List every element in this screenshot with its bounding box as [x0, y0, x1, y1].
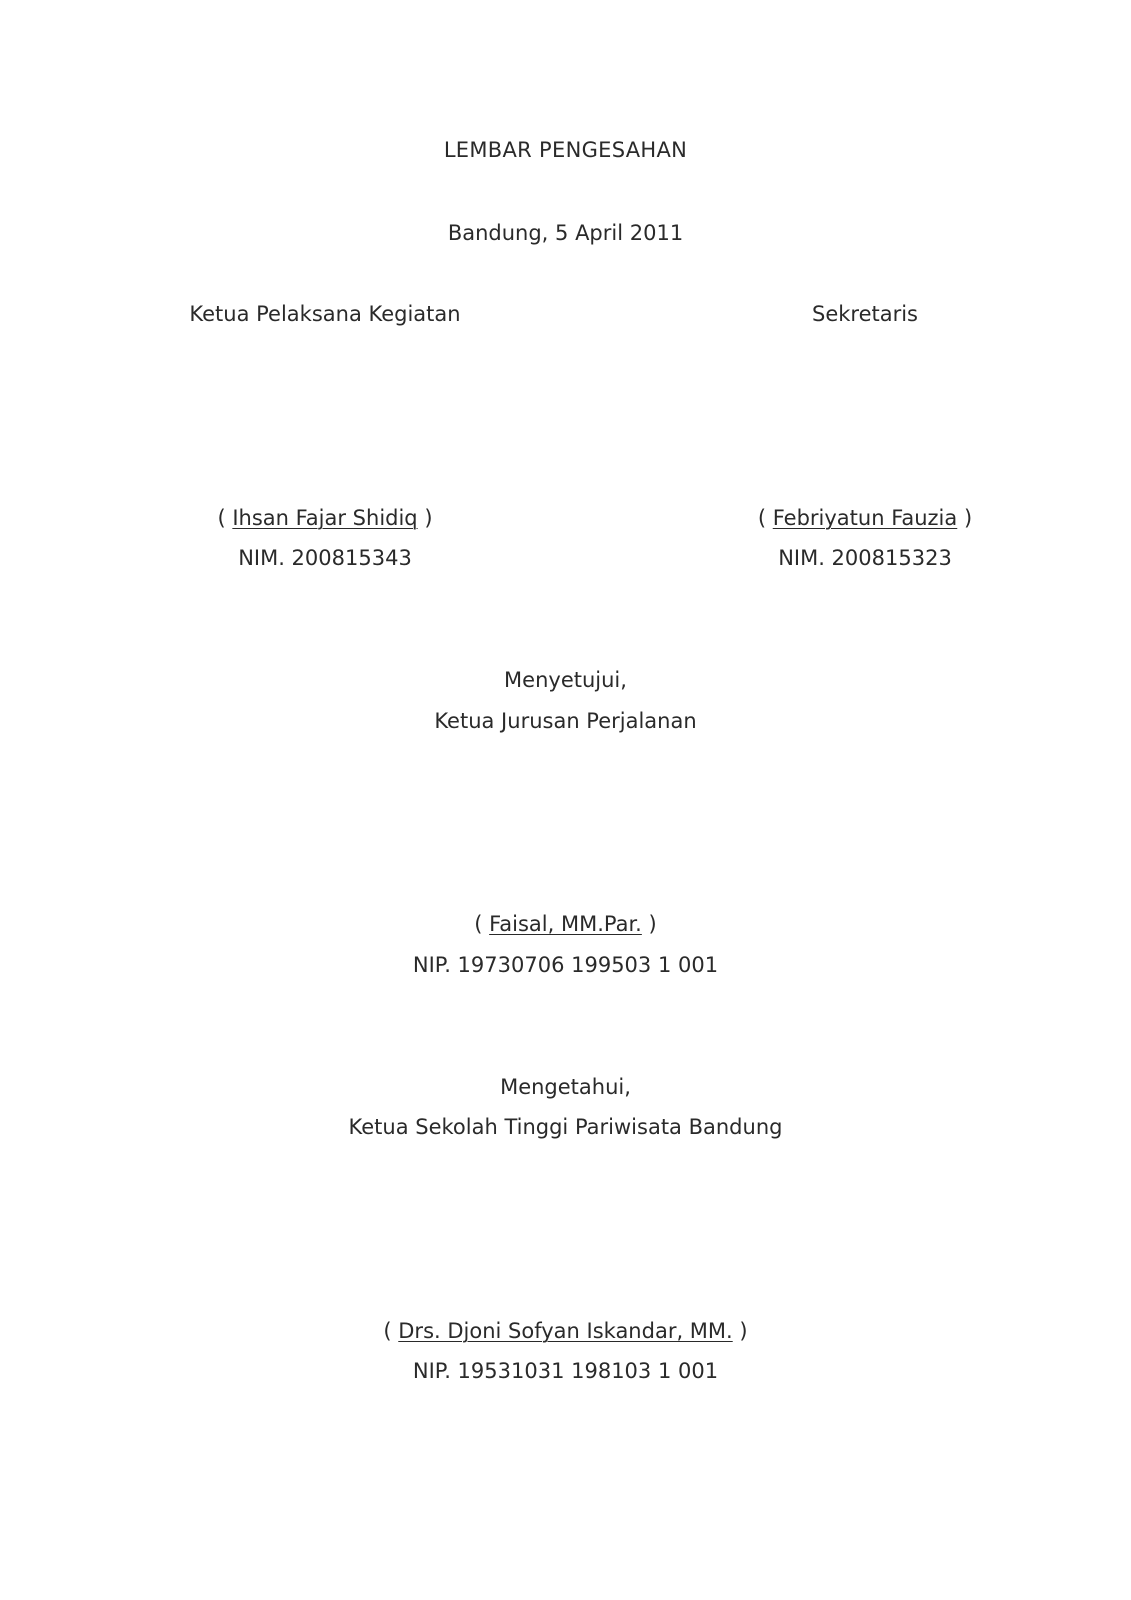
acknowledgement-open-paren: ( — [383, 1319, 399, 1343]
right-signatory-role: Sekretaris — [811, 302, 918, 326]
acknowledgement-id: NIP. 19531031 198103 1 001 — [412, 1359, 719, 1383]
right-signatory-id: NIM. 200815323 — [778, 546, 952, 570]
acknowledgement-name: Drs. Djoni Sofyan Iskandar, MM. — [398, 1319, 733, 1343]
right-close-paren: ) — [957, 506, 973, 530]
acknowledgement-name-line — [0, 1321, 1131, 1342]
left-signatory-id: NIM. 200815343 — [238, 546, 412, 570]
left-signatory-role: Ketua Pelaksana Kegiatan — [189, 302, 461, 326]
left-close-paren: ) — [417, 506, 433, 530]
approval-role: Ketua Jurusan Perjalanan — [434, 709, 697, 733]
document-title: LEMBAR PENGESAHAN — [443, 138, 688, 162]
right-signatory-name: Febriyatun Fauzia — [772, 506, 958, 530]
approval-id: NIP. 19730706 199503 1 001 — [412, 953, 719, 977]
place-date: Bandung, 5 April 2011 — [447, 221, 684, 245]
acknowledgement-close-paren: ) — [732, 1319, 748, 1343]
acknowledgement-role: Ketua Sekolah Tinggi Pariwisata Bandung — [348, 1115, 783, 1139]
approval-name: Faisal, MM.Par. — [489, 912, 642, 936]
acknowledgement-heading: Mengetahui, — [500, 1075, 631, 1099]
approval-heading: Menyetujui, — [504, 668, 627, 692]
approval-open-paren: ( — [474, 912, 490, 936]
left-signatory-name: Ihsan Fajar Shidiq — [232, 506, 418, 530]
left-signatory-name-line — [180, 508, 470, 529]
approval-close-paren: ) — [641, 912, 657, 936]
left-open-paren: ( — [217, 506, 233, 530]
right-signatory-name-line — [720, 508, 1010, 529]
approval-name-line — [0, 914, 1131, 935]
right-open-paren: ( — [757, 506, 773, 530]
